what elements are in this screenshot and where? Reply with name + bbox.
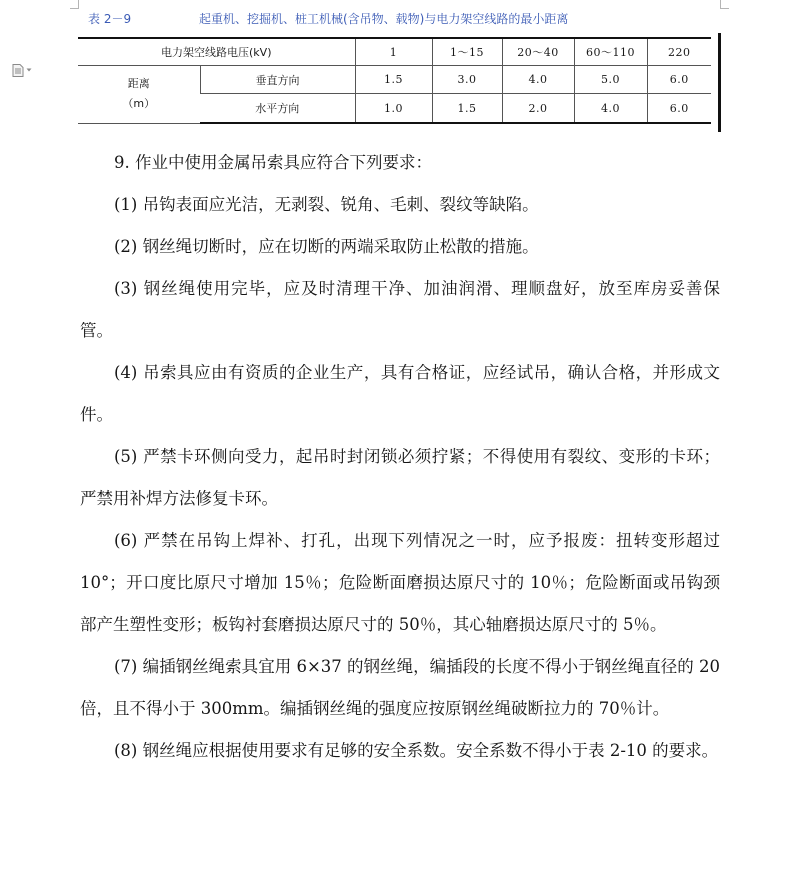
header-voltage-cell: 220 [647,38,711,66]
header-voltage-cell: 60～110 [574,38,647,66]
paragraph: (3) 钢丝绳使用完毕，应及时清理干净、加油润滑、理顺盘好，放至库房妥善保管。 [80,279,720,340]
table-cell: 2.0 [502,94,574,124]
header-voltage-cell: 1 [355,38,432,66]
paragraph: (7) 编插钢丝绳索具宜用 6×37 的钢丝绳，编插段的长度不得小于钢丝绳直径的 20 倍，且不得小于 300mm。编插钢丝绳的强度应按原钢丝绳破断拉力的 70％计。 [80,657,720,718]
table-cell: 5.0 [574,66,647,94]
row-group-label-line2: （m） [122,97,156,111]
row-label-cell: 水平方向 [200,94,355,124]
chevron-down-icon [26,67,32,73]
header-voltage-cell: 1～15 [432,38,502,66]
header-voltage-cell: 20～40 [502,38,574,66]
table-cell: 1.5 [432,94,502,124]
table-header-row [78,38,711,66]
row-group-label-cell [78,66,200,124]
table-cell: 1.0 [355,94,432,124]
table-caption [88,10,688,30]
table-cell: 6.0 [647,66,711,94]
paragraph: (2) 钢丝绳切断时，应在切断的两端采取防止松散的措施。 [114,237,539,256]
paragraph: 9. 作业中使用金属吊索具应符合下列要求： [114,153,432,172]
page-corner-mark-right [720,0,729,9]
paragraph: (1) 吊钩表面应光洁，无剥裂、锐角、毛刺、裂纹等缺陷。 [114,195,539,214]
paragraph: (8) 钢丝绳应根据使用要求有足够的安全系数。安全系数不得小于表 2-10 的要求。 [114,741,719,760]
header-label-cell: 电力架空线路电压(kV) [78,38,355,66]
table-caption-title: 起重机、挖掘机、桩工机械(含吊物、载物)与电力架空线路的最小距离 [199,12,569,26]
paragraph: (6) 严禁在吊钩上焊补、打孔，出现下列情况之一时，应予报废：扭转变形超过 10°；开口度比原尺寸增加 15％；危险断面磨损达原尺寸的 10％；危险断面或吊钩颈部产生塑性变形；板钩衬套磨损达原尺寸的 50％，其心轴磨损达原尺寸的 5％。 [80,531,720,634]
min-distance-table [78,37,711,124]
table-cell: 1.5 [355,66,432,94]
document-glyph-icon [12,64,24,77]
table-cell: 4.0 [502,66,574,94]
table-cell: 4.0 [574,94,647,124]
row-label-cell: 垂直方向 [200,66,355,94]
table-cell: 6.0 [647,94,711,124]
body-text [80,142,720,772]
paragraph: (5) 严禁卡环侧向受力，起吊时封闭锁必须拧紧；不得使用有裂纹、变形的卡环；严禁用补焊方法修复卡环。 [80,447,720,508]
table-row [78,66,711,94]
page-corner-mark-left [70,0,79,9]
table-caption-number: 表 2－9 [88,12,132,26]
table-cell: 3.0 [432,66,502,94]
page-margin-rule [718,33,721,132]
document-icon[interactable] [12,63,36,77]
row-group-label-line1: 距离 [127,77,150,91]
paragraph: (4) 吊索具应由有资质的企业生产，具有合格证，应经试吊，确认合格，并形成文件。 [80,363,720,424]
